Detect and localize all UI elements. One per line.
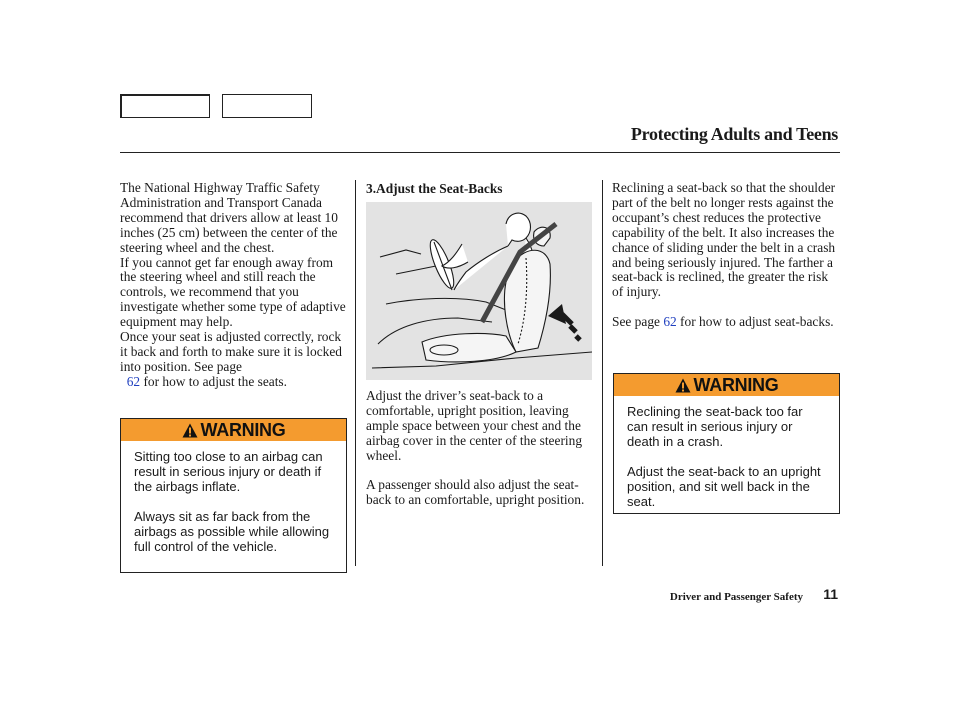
warning-triangle-icon	[675, 378, 691, 393]
warning-label: WARNING	[693, 374, 779, 395]
column-divider-1	[355, 180, 356, 566]
warning-header	[614, 374, 839, 396]
header-rule	[120, 152, 840, 153]
page-number: 11	[823, 586, 838, 602]
adaptive-paragraph: If you cannot get far enough away from the steering wheel and still reach the controls, we recommend that you investigate whether some type of adaptive equipment may help.	[120, 254, 346, 330]
footer-section-label: Driver and Passenger Safety	[669, 591, 803, 603]
column-divider-2	[602, 180, 603, 566]
warning-text-1: Reclining the seat-back too far can result in serious injury or death in a crash.	[627, 404, 803, 449]
warning-text-2: Adjust the seat-back to an upright position, and sit well back in the seat.	[627, 464, 821, 509]
warning-header	[121, 419, 346, 441]
passenger-seatback-paragraph: A passenger should also adjust the seat-back to an comfortable, upright position.	[366, 477, 585, 508]
reclining-paragraph: Reclining a seat-back so that the shoulder part of the belt no longer rests against the occupant’s chest reduces the protective capability of the belt. It also increases the chance of sliding under the belt in a crash and being seriously injured. The farther a seat-back is reclined, the greater the risk of injury.	[612, 180, 836, 300]
column-2-text	[366, 389, 594, 508]
intro-paragraph: The National Highway Traffic Safety Administration and Transport Canada recommend that drivers allow at least 10 inches (25 cm) between the center of the steering wheel and the chest.	[120, 180, 338, 255]
warning-triangle-icon	[182, 423, 198, 438]
column-3-text	[612, 181, 838, 330]
driver-seatback-paragraph: Adjust the driver’s seat-back to a comfortable, upright position, leaving ample space between your chest and the airbag cover in the center of the steering wheel.	[366, 388, 583, 463]
warning-box-recline	[613, 373, 840, 514]
warning-text-1: Sitting too close to an airbag can result in serious injury or death if the airbags inflate.	[134, 449, 323, 494]
warning-text-2: Always sit as far back from the airbags as possible while allowing full control of the vehicle.	[134, 509, 330, 554]
column-1-text	[120, 181, 348, 390]
section-heading: 3.Adjust the Seat-Backs	[366, 181, 503, 196]
warning-body	[121, 441, 346, 554]
adjust-paragraph: Once your seat is adjusted correctly, rock it back and forth to make sure it is locked into position. See page 62 for how to adjust the seats.	[120, 329, 342, 389]
seat-back-illustration	[366, 202, 592, 380]
warning-box-airbag	[120, 418, 347, 573]
page-link[interactable]: 62	[663, 314, 677, 330]
page-link[interactable]: 62	[126, 373, 141, 389]
warning-body	[614, 396, 839, 509]
page-title: Protecting Adults and Teens	[630, 124, 838, 144]
nav-button-next[interactable]	[222, 94, 312, 118]
see-page-paragraph: See page 62 for how to adjust seat-backs.	[612, 314, 834, 330]
nav-button-previous[interactable]	[120, 94, 210, 118]
warning-label: WARNING	[200, 419, 286, 440]
